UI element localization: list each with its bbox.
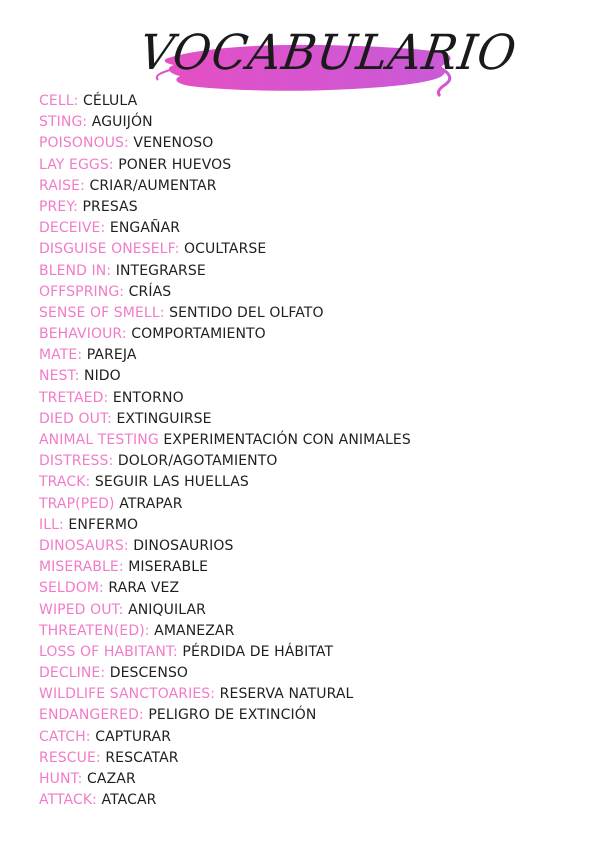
vocab-translation: PRESAS xyxy=(82,198,138,215)
vocab-translation: VENENOSO xyxy=(133,135,214,152)
vocab-term: RESCUE: xyxy=(39,749,101,766)
vocab-term: STING: xyxy=(39,114,88,131)
page-title: VOCABULARIO xyxy=(136,23,521,81)
vocab-term: OFFSPRING: xyxy=(39,283,125,300)
list-item xyxy=(39,684,579,705)
vocab-term: CATCH: xyxy=(39,728,91,745)
list-item xyxy=(39,133,579,154)
vocab-term: POISONOUS: xyxy=(39,135,129,152)
list-item xyxy=(39,176,579,197)
vocab-term: ILL: xyxy=(39,516,64,533)
vocab-translation: ATACAR xyxy=(101,792,157,809)
list-item xyxy=(39,642,579,663)
list-item xyxy=(39,282,579,303)
vocab-translation: CAZAR xyxy=(87,771,136,787)
vocab-term: BLEND IN: xyxy=(39,262,112,279)
vocab-term: ANIMAL TESTING xyxy=(39,432,159,448)
list-item xyxy=(39,494,579,515)
list-item xyxy=(39,324,579,345)
vocab-translation: INTEGRARSE xyxy=(115,262,206,279)
vocab-translation: ANIQUILAR xyxy=(128,601,206,618)
list-item xyxy=(39,261,579,282)
vocabulary-list xyxy=(39,91,579,811)
vocab-term: LAY EGGS: xyxy=(39,156,114,173)
vocab-translation: CÉLULA xyxy=(83,93,138,109)
list-item xyxy=(39,515,579,536)
vocab-term: DECEIVE: xyxy=(39,220,106,237)
vocab-translation: PÉRDIDA DE HÁBITAT xyxy=(182,643,334,660)
list-item xyxy=(39,557,579,578)
vocab-translation: DESCENSO xyxy=(109,665,189,682)
list-item xyxy=(39,705,579,726)
vocab-translation: ENTORNO xyxy=(112,389,184,406)
vocab-translation: PELIGRO DE EXTINCIÓN xyxy=(148,707,317,724)
vocab-translation: CRÍAS xyxy=(128,283,172,300)
vocab-term: SELDOM: xyxy=(39,580,104,597)
vocab-translation: DINOSAURIOS xyxy=(133,537,234,554)
vocab-term: TRACK: xyxy=(39,474,91,491)
vocab-translation: PONER HUEVOS xyxy=(118,156,232,173)
list-item xyxy=(39,303,579,324)
vocab-term: BEHAVIOUR: xyxy=(39,326,127,343)
vocab-term: MISERABLE: xyxy=(39,559,124,576)
vocab-translation: OCULTARSE xyxy=(184,241,267,258)
list-item xyxy=(39,366,579,387)
vocab-translation: COMPORTAMIENTO xyxy=(131,326,266,343)
vocab-translation: DOLOR/AGOTAMIENTO xyxy=(117,453,278,470)
list-item xyxy=(39,155,579,176)
vocab-term: PREY: xyxy=(39,198,78,215)
vocab-translation: PAREJA xyxy=(86,347,137,364)
vocab-term: THREATEN(ED): xyxy=(39,622,150,639)
vocab-translation: CAPTURAR xyxy=(95,728,172,745)
list-item xyxy=(39,769,579,790)
vocab-translation: CRIAR/AUMENTAR xyxy=(89,177,217,194)
list-item xyxy=(39,790,579,811)
list-item xyxy=(39,388,579,409)
list-item xyxy=(39,239,579,260)
vocab-term: RAISE: xyxy=(39,177,85,194)
list-item xyxy=(39,663,579,684)
vocab-translation: RESERVA NATURAL xyxy=(219,686,354,703)
list-item xyxy=(39,409,579,430)
vocab-term: WILDLIFE SANCTOARIES: xyxy=(39,686,216,703)
list-item xyxy=(39,451,579,472)
vocab-term: TRAP(PED) xyxy=(39,495,115,512)
vocab-translation: MISERABLE xyxy=(128,559,209,576)
vocab-term: DISTRESS: xyxy=(39,453,114,470)
vocab-translation: EXTINGUIRSE xyxy=(116,410,212,427)
vocab-term: MATE: xyxy=(39,347,83,364)
vocab-translation: RARA VEZ xyxy=(108,580,180,597)
vocab-translation: SEGUIR LAS HUELLAS xyxy=(94,474,249,491)
vocab-translation: ENFERMO xyxy=(68,516,139,533)
vocab-term: LOSS OF HABITANT: xyxy=(39,643,178,660)
list-item xyxy=(39,621,579,642)
list-item xyxy=(39,600,579,621)
list-item xyxy=(39,430,579,451)
vocab-term: ENDANGERED: xyxy=(39,707,144,724)
vocab-term: TRETAED: xyxy=(39,389,109,406)
vocab-translation: ATRAPAR xyxy=(119,495,183,512)
vocab-term: WIPED OUT: xyxy=(39,601,124,618)
vocab-term: DIED OUT: xyxy=(39,410,112,427)
vocab-translation: NIDO xyxy=(84,368,121,385)
vocab-term: DISGUISE ONESELF: xyxy=(39,241,180,258)
vocab-translation: EXPERIMENTACIÓN CON ANIMALES xyxy=(163,432,411,448)
list-item xyxy=(39,748,579,769)
list-item xyxy=(39,91,579,112)
list-item xyxy=(39,218,579,239)
vocab-translation: SENTIDO DEL OLFATO xyxy=(169,304,324,321)
list-item xyxy=(39,578,579,599)
vocab-translation: RESCATAR xyxy=(105,749,179,766)
vocab-term: SENSE OF SMELL: xyxy=(39,304,165,321)
vocab-translation: ENGAÑAR xyxy=(109,220,181,237)
vocab-translation: AGUIJÓN xyxy=(91,114,153,131)
vocab-term: DINOSAURS: xyxy=(39,537,129,554)
list-item xyxy=(39,536,579,557)
vocab-term: DECLINE: xyxy=(39,665,106,682)
vocab-term: CELL: xyxy=(39,93,79,109)
vocab-translation: AMANEZAR xyxy=(154,622,235,639)
list-item xyxy=(39,345,579,366)
vocab-term: HUNT: xyxy=(39,771,83,787)
list-item xyxy=(39,197,579,218)
list-item xyxy=(39,112,579,133)
vocab-term: ATTACK: xyxy=(39,792,97,809)
list-item xyxy=(39,472,579,493)
list-item xyxy=(39,727,579,748)
vocab-term: NEST: xyxy=(39,368,80,385)
title-banner xyxy=(136,18,521,100)
